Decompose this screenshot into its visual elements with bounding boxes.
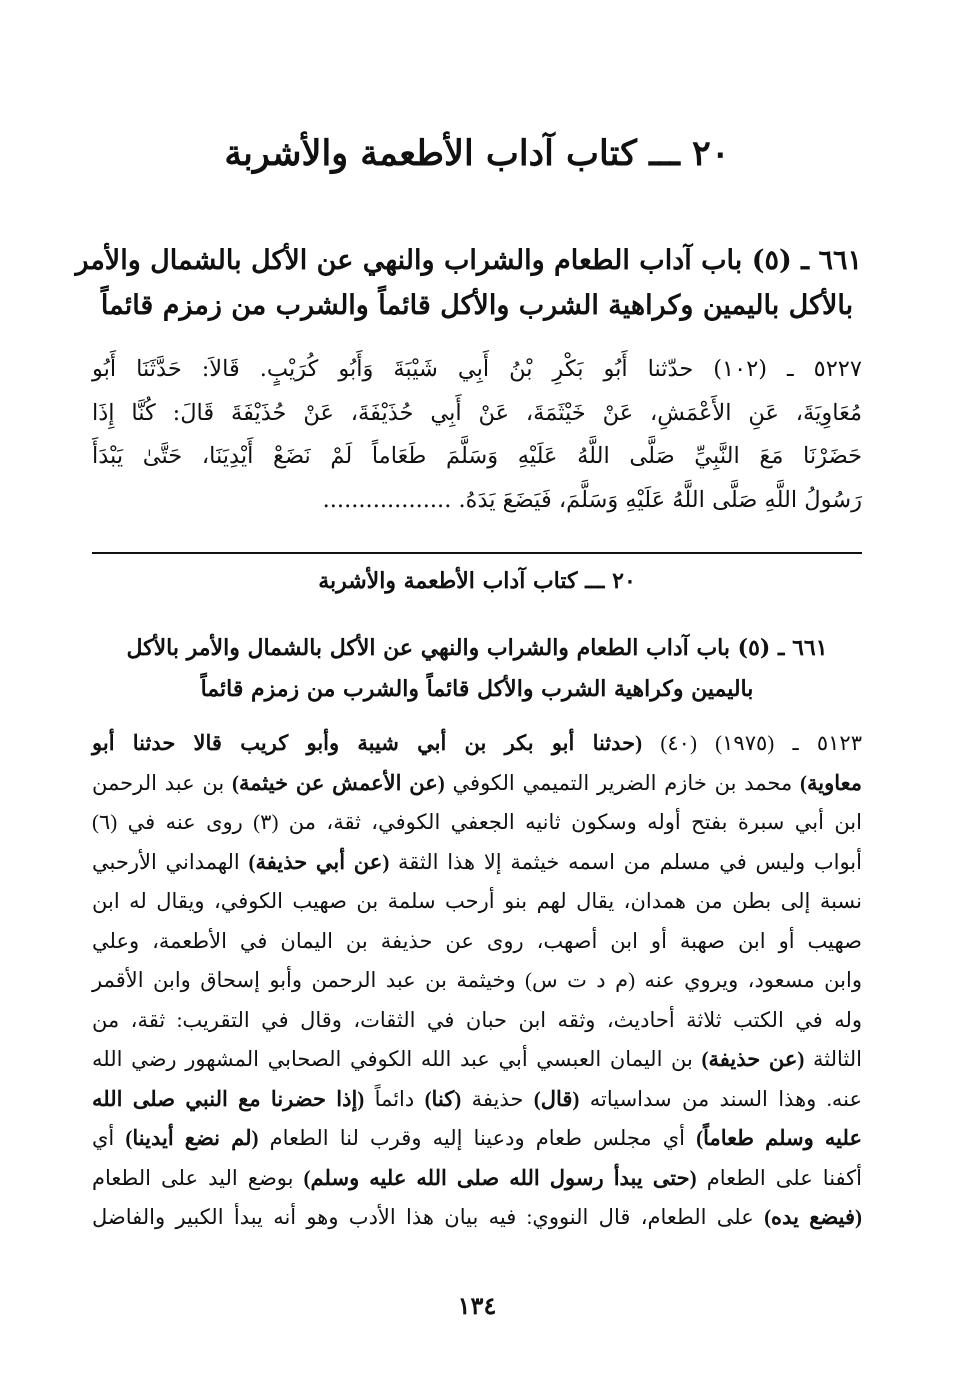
- commentary-text: نسبة إلى بطن من همدان، يقال لهم بنو أرحب سلمة بن صهيب الكوفي، ويقال له ابن: [92, 889, 862, 913]
- commentary-line: [92, 1119, 862, 1159]
- commentary-text: أي مجلس طعام ودعينا إليه وقرب لنا الطعام: [258, 1126, 697, 1150]
- commentary-line: [92, 922, 862, 962]
- commentary-text: ابن أبي سبرة بفتح أوله وسكون ثانيه الجعفي الكوفي، ثقة، من (٣) روى عنه في (٦): [92, 810, 862, 834]
- commentary-line: [92, 724, 862, 764]
- commentary: [92, 562, 862, 1238]
- commentary-matn-text: (عن أبي حذيفة): [248, 849, 390, 874]
- commentary-matn-text: عليه وسلم طعاماً): [696, 1126, 862, 1150]
- commentary-text: بن اليمان العبسي أبي عبد الله الكوفي الصحابي المشهور رضي الله: [92, 1047, 702, 1071]
- commentary-line: [92, 803, 862, 843]
- commentary-matn-text: (حتى يبدأ رسول الله صلى الله عليه وسلم): [303, 1165, 697, 1190]
- commentary-text: صهيب أو ابن صهبة أو ابن أصهب، روى عن حذيفة بن اليمان في الأطعمة، وعلي: [92, 928, 862, 953]
- commentary-text: بن عبد الرحمن: [92, 770, 233, 795]
- commentary-line: [92, 1080, 862, 1120]
- hadith-line: حَضَرْنَا مَعَ النَّبِيِّ صَلَّى اللَّهُ عَلَيْهِ وَسَلَّمَ طَعَاماً لَمْ نَضَعْ أَيْدِيَنَا، حَتَّىٰ يَبْدَأَ: [92, 443, 862, 469]
- commentary-text: دائماً: [364, 1086, 425, 1111]
- commentary-matn-text: (كنا): [424, 1086, 462, 1111]
- chapter-title-line: بالأكل باليمين وكراهية الشرب والأكل قائماً والشرب من زمزم قائماً: [100, 290, 854, 321]
- commentary-matn-text: معاوية): [800, 770, 863, 795]
- commentary-text: أبواب وليس في مسلم من اسمه خيثمة إلا هذا الثقة: [389, 849, 862, 874]
- commentary-line: [92, 1001, 862, 1041]
- commentary-chapter-line: ٦٦١ ـ (٥) باب آداب الطعام والشراب والنهي عن الأكل بالشمال والأمر بالأكل: [126, 635, 828, 661]
- commentary-line: [92, 882, 862, 922]
- page: [75, 0, 863, 1378]
- commentary-text: ٥١٢٣ ـ (١٩٧٥) (٤٠): [642, 731, 862, 755]
- commentary-text: أكفنا على الطعام: [696, 1165, 862, 1190]
- commentary-chapter-title: [92, 628, 862, 710]
- commentary-text: بوضع اليد على الطعام: [92, 1165, 304, 1190]
- hadith-text: [92, 348, 862, 522]
- commentary-matn-text: (عن الأعمش عن خيثمة): [232, 770, 445, 795]
- commentary-matn-text: (إذا حضرنا مع النبي صلى الله: [92, 1086, 365, 1111]
- commentary-text: محمد بن خازم الضرير التميمي الكوفي: [444, 770, 800, 795]
- commentary-line: [92, 961, 862, 1001]
- chapter-title: [75, 238, 862, 328]
- commentary-book-title: ٢٠ ـــ كتاب آداب الأطعمة والأشربة: [318, 568, 636, 594]
- commentary-chapter-line: باليمين وكراهية الشرب والأكل قائماً والشرب من زمزم قائماً: [200, 676, 754, 702]
- commentary-line: [92, 1040, 862, 1080]
- commentary-text: وله في الكتب ثلاثة أحاديث، وثقه ابن حبان في الثقات، وقال في التقريب: ثقة، من: [92, 1007, 862, 1032]
- commentary-matn-text: (لم نضع أيدينا): [125, 1126, 259, 1150]
- book-title: ٢٠ ـــ كتاب آداب الأطعمة والأشربة: [224, 133, 730, 174]
- hadith-line: ٥٢٢٧ ـ (١٠٢) حدّثنا أَبُو بَكْرِ بْنُ أَبِي شَيْبَةَ وَأَبُو كُرَيْبٍ. قَالاَ: حَدَّثَنَا أَبُو: [92, 356, 862, 382]
- commentary-text: عنه. وهذا السند من سداسياته: [579, 1086, 863, 1111]
- section-divider: [92, 552, 862, 554]
- hadith-line: رَسُولُ اللَّهِ صَلَّى اللَّهُ عَلَيْهِ وَسَلَّمَ، فَيَضَعَ يَدَهُ. ..................: [322, 486, 862, 513]
- commentary-matn-text: (حدثنا أبو بكر بن أبي شيبة وأبو كريب قالا حدثنا أبو: [92, 731, 643, 755]
- commentary-matn-text: (قال): [533, 1086, 580, 1111]
- commentary-matn-text: (عن حذيفة): [701, 1047, 805, 1071]
- chapter-title-line: ٦٦١ ـ (٥) باب آداب الطعام والشراب والنهي عن الأكل بالشمال والأمر: [75, 245, 862, 276]
- commentary-line: [92, 1159, 862, 1199]
- commentary-line: [92, 764, 862, 804]
- commentary-text: وابن مسعود، ويروي عنه (م د ت س) وخيثمة بن عبد الرحمن وأبو إسحاق وابن الأقمر: [92, 968, 862, 992]
- commentary-text: الهمداني الأرحبي: [92, 849, 249, 874]
- hadith-line: مُعَاوِيَةَ، عَنِ الأَعْمَشِ، عَنْ خَيْثَمَةَ، عَنْ أَبِي حُذَيْفَةَ، عَنْ حُذَيْفَةَ قَالَ: كُنَّا إِذَا: [92, 399, 862, 426]
- commentary-text: أي: [92, 1126, 126, 1150]
- commentary-text: الثالثة: [804, 1047, 862, 1071]
- commentary-line: [92, 1198, 862, 1238]
- commentary-body: [92, 724, 862, 1238]
- page-number: ١٣٤: [457, 1291, 497, 1320]
- commentary-line: [92, 843, 862, 883]
- commentary-text: حذيفة: [461, 1086, 534, 1111]
- commentary-matn-text: (فيضع يده): [764, 1205, 862, 1229]
- commentary-text: على الطعام، قال النووي: فيه بيان هذا الأدب وهو أنه يبدأ الكبير والفاضل: [92, 1205, 765, 1229]
